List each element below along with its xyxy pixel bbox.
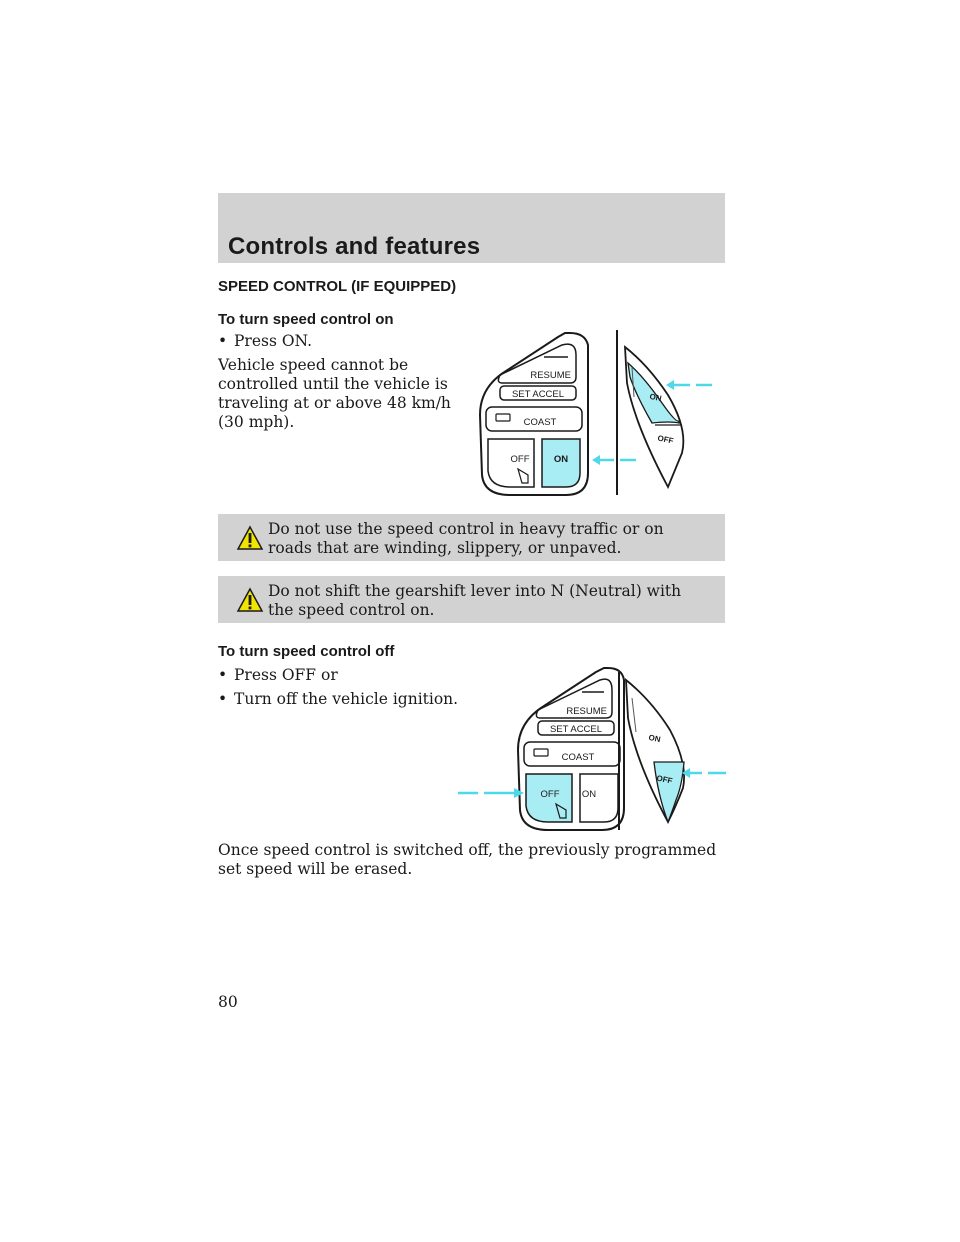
warning-text-2: Do not shift the gearshift lever into N (Neutral) with the speed control on. [268,582,682,619]
bullet-glyph: • [218,332,228,350]
turn-on-paragraph: Vehicle speed cannot be controlled until the vehicle is traveling at or above 48 km/h (30 mph). [218,356,451,431]
side-off-label: OFF [656,433,675,446]
warning-icon [236,525,264,551]
turn-off-bullet-2 [218,690,458,709]
side-on-label: ON [647,732,662,745]
turn-off-bullet-1 [218,666,338,685]
off-label: OFF [540,789,560,800]
speed-control-off-figure [456,662,730,834]
page-number: 80 [218,993,238,1011]
header-band [218,193,725,263]
resume-label: RESUME [530,370,571,381]
on-label: ON [581,789,597,800]
bullet-glyph: • [218,666,228,684]
warning-box-1 [218,514,725,561]
side-off-label: OFF [655,773,674,786]
coast-label: COAST [561,752,595,763]
resume-label: RESUME [566,706,607,717]
turn-off-paragraph: Once speed control is switched off, the previously programmed set speed will be erased. [218,841,717,878]
side-off-highlighted [654,762,684,822]
bullet-text: Press ON. [234,332,313,350]
turn-on-heading: To turn speed control on [218,311,394,328]
bullet-text: Press OFF or [234,666,338,684]
set-accel-label: SET ACCEL [549,724,603,735]
bullet-glyph: • [218,690,228,708]
page-header-title: Controls and features [228,233,481,260]
speed-control-on-figure [470,325,720,500]
warning-text-1: Do not use the speed control in heavy traffic or on roads that are winding, slippery, or unpaved. [268,520,664,557]
warning-box-2 [218,576,725,623]
bullet-text: Turn off the vehicle ignition. [234,690,459,708]
section-title: SPEED CONTROL (IF EQUIPPED) [218,278,457,295]
warning-icon [236,587,264,613]
turn-on-bullet-1 [218,332,312,351]
turn-off-heading: To turn speed control off [218,643,395,660]
off-label: OFF [510,454,530,465]
coast-label: COAST [523,417,557,428]
side-on-label: ON [648,391,663,404]
on-label: ON [553,454,569,465]
set-accel-label: SET ACCEL [511,389,565,400]
